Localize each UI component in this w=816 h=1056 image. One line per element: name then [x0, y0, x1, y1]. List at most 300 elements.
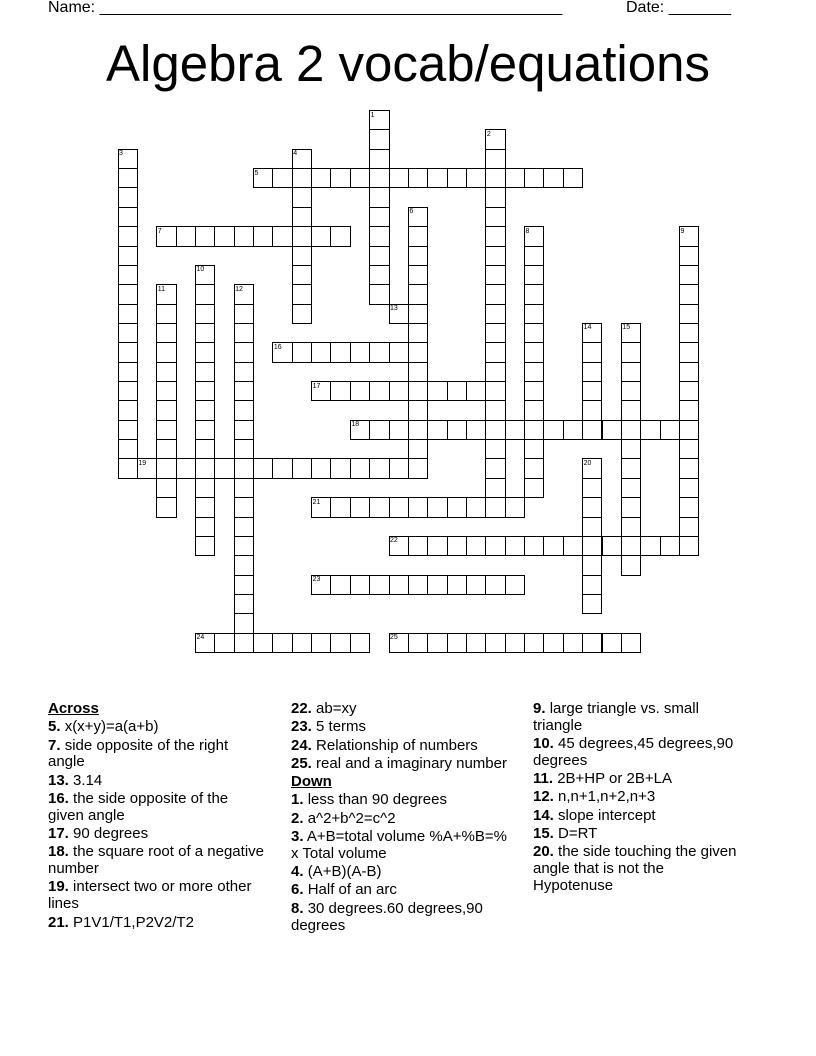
clue-item-number: 13.: [48, 771, 69, 789]
grid-cell[interactable]: [582, 478, 602, 498]
grid-cell[interactable]: [118, 207, 138, 227]
grid-cell[interactable]: [234, 536, 254, 556]
grid-cell[interactable]: [485, 381, 505, 401]
grid-cell[interactable]: [485, 633, 505, 653]
grid-cell[interactable]: [505, 575, 525, 595]
grid-cell[interactable]: [118, 149, 138, 169]
grid-cell[interactable]: [195, 420, 215, 440]
grid-cell[interactable]: [118, 265, 138, 285]
grid-cell[interactable]: [369, 284, 389, 304]
grid-cell[interactable]: [118, 400, 138, 420]
grid-cell[interactable]: [369, 575, 389, 595]
grid-cell[interactable]: [234, 342, 254, 362]
grid-cell[interactable]: [621, 517, 641, 537]
grid-cell[interactable]: [137, 458, 157, 478]
grid-cell[interactable]: [389, 168, 409, 188]
grid-cell[interactable]: [234, 633, 254, 653]
grid-cell[interactable]: [118, 226, 138, 246]
grid-cell[interactable]: [485, 129, 505, 149]
grid-cell[interactable]: [118, 362, 138, 382]
grid-cell[interactable]: [292, 226, 312, 246]
grid-cell[interactable]: [234, 439, 254, 459]
grid-cell[interactable]: [195, 323, 215, 343]
grid-cell[interactable]: [311, 575, 331, 595]
grid-cell[interactable]: [195, 458, 215, 478]
grid-cell[interactable]: [292, 633, 312, 653]
grid-cell[interactable]: [118, 420, 138, 440]
grid-cell[interactable]: [389, 420, 409, 440]
grid-cell[interactable]: [272, 633, 292, 653]
grid-cell[interactable]: [118, 342, 138, 362]
grid-cell[interactable]: [408, 458, 428, 478]
grid-cell[interactable]: [563, 536, 583, 556]
grid-cell[interactable]: [118, 381, 138, 401]
grid-cell[interactable]: [176, 226, 196, 246]
grid-cell[interactable]: [485, 304, 505, 324]
grid-cell[interactable]: [292, 284, 312, 304]
grid-cell[interactable]: [524, 323, 544, 343]
grid-cell[interactable]: [350, 458, 370, 478]
grid-cell[interactable]: [369, 265, 389, 285]
grid-cell[interactable]: [679, 439, 699, 459]
grid-cell[interactable]: [195, 362, 215, 382]
grid-cell[interactable]: [427, 381, 447, 401]
grid-cell[interactable]: [195, 265, 215, 285]
grid-cell[interactable]: [505, 497, 525, 517]
grid-cell[interactable]: [292, 304, 312, 324]
grid-cell[interactable]: [408, 284, 428, 304]
grid-cell[interactable]: [369, 226, 389, 246]
clue-number: 10: [196, 266, 205, 274]
grid-cell[interactable]: [408, 381, 428, 401]
grid-cell[interactable]: [466, 633, 486, 653]
grid-cell[interactable]: [582, 594, 602, 614]
grid-cell[interactable]: [466, 575, 486, 595]
grid-cell[interactable]: [447, 381, 467, 401]
grid-cell[interactable]: [679, 265, 699, 285]
grid-cell[interactable]: [582, 575, 602, 595]
grid-cell[interactable]: [311, 381, 331, 401]
grid-cell[interactable]: [253, 633, 273, 653]
grid-cell[interactable]: [292, 168, 312, 188]
grid-cell[interactable]: [253, 168, 273, 188]
grid-cell[interactable]: [485, 187, 505, 207]
grid-cell[interactable]: [408, 633, 428, 653]
grid-cell[interactable]: [524, 265, 544, 285]
grid-cell[interactable]: [563, 420, 583, 440]
grid-cell[interactable]: [524, 381, 544, 401]
grid-cell[interactable]: [118, 187, 138, 207]
grid-cell[interactable]: [369, 458, 389, 478]
grid-cell[interactable]: [485, 478, 505, 498]
grid-cell[interactable]: [485, 439, 505, 459]
grid-cell[interactable]: [621, 633, 641, 653]
grid-cell[interactable]: [311, 458, 331, 478]
grid-cell[interactable]: [408, 226, 428, 246]
grid-cell[interactable]: [272, 168, 292, 188]
grid-cell[interactable]: [485, 575, 505, 595]
grid-cell[interactable]: [582, 497, 602, 517]
grid-cell[interactable]: [156, 497, 176, 517]
grid-cell[interactable]: [524, 284, 544, 304]
grid-cell[interactable]: [156, 381, 176, 401]
grid-cell[interactable]: [253, 226, 273, 246]
grid-cell[interactable]: [621, 323, 641, 343]
grid-cell[interactable]: [582, 323, 602, 343]
grid-cell[interactable]: [582, 342, 602, 362]
grid-cell[interactable]: [389, 458, 409, 478]
grid-cell[interactable]: [234, 458, 254, 478]
grid-cell[interactable]: [679, 323, 699, 343]
grid-cell[interactable]: [679, 246, 699, 266]
grid-cell[interactable]: [330, 381, 350, 401]
grid-cell[interactable]: [524, 226, 544, 246]
grid-cell[interactable]: [156, 458, 176, 478]
grid-cell[interactable]: [311, 226, 331, 246]
grid-cell[interactable]: [524, 362, 544, 382]
grid-cell[interactable]: [602, 633, 622, 653]
grid-cell[interactable]: [427, 420, 447, 440]
grid-cell[interactable]: [485, 284, 505, 304]
grid-cell[interactable]: [369, 149, 389, 169]
grid-cell[interactable]: [602, 420, 622, 440]
grid-cell[interactable]: [485, 226, 505, 246]
grid-cell[interactable]: [524, 633, 544, 653]
grid-cell[interactable]: [621, 439, 641, 459]
grid-cell[interactable]: [330, 497, 350, 517]
grid-cell[interactable]: [408, 497, 428, 517]
grid-cell[interactable]: [427, 497, 447, 517]
grid-cell[interactable]: [330, 342, 350, 362]
grid-cell[interactable]: [118, 246, 138, 266]
grid-cell[interactable]: [234, 362, 254, 382]
grid-cell[interactable]: [505, 420, 525, 440]
grid-cell[interactable]: [408, 362, 428, 382]
grid-cell[interactable]: [485, 246, 505, 266]
grid-cell[interactable]: [118, 439, 138, 459]
grid-cell[interactable]: [118, 304, 138, 324]
grid-cell[interactable]: [543, 420, 563, 440]
grid-cell[interactable]: [408, 265, 428, 285]
grid-cell[interactable]: [447, 575, 467, 595]
grid-cell[interactable]: [234, 420, 254, 440]
grid-cell[interactable]: [524, 439, 544, 459]
grid-cell[interactable]: [234, 284, 254, 304]
grid-cell[interactable]: [389, 633, 409, 653]
grid-cell[interactable]: [156, 439, 176, 459]
grid-cell[interactable]: [408, 575, 428, 595]
grid-cell[interactable]: [369, 129, 389, 149]
grid-cell[interactable]: [156, 362, 176, 382]
grid-cell[interactable]: [214, 226, 234, 246]
grid-cell[interactable]: [408, 246, 428, 266]
grid-cell[interactable]: [660, 420, 680, 440]
grid-cell[interactable]: [311, 342, 331, 362]
grid-cell[interactable]: [427, 575, 447, 595]
grid-cell[interactable]: [234, 613, 254, 633]
grid-cell[interactable]: [524, 168, 544, 188]
grid-cell[interactable]: [234, 575, 254, 595]
grid-cell[interactable]: [543, 168, 563, 188]
grid-cell[interactable]: [563, 168, 583, 188]
grid-cell[interactable]: [563, 633, 583, 653]
grid-cell[interactable]: [292, 458, 312, 478]
grid-cell[interactable]: [466, 381, 486, 401]
grid-cell[interactable]: [621, 497, 641, 517]
grid-cell[interactable]: [292, 187, 312, 207]
grid-cell[interactable]: [485, 362, 505, 382]
grid-cell[interactable]: [195, 400, 215, 420]
grid-cell[interactable]: [292, 246, 312, 266]
grid-cell[interactable]: [118, 168, 138, 188]
grid-cell[interactable]: [408, 420, 428, 440]
grid-cell[interactable]: [408, 342, 428, 362]
grid-cell[interactable]: [427, 633, 447, 653]
grid-cell[interactable]: [408, 536, 428, 556]
grid-cell[interactable]: [311, 633, 331, 653]
grid-cell[interactable]: [156, 284, 176, 304]
grid-cell[interactable]: [272, 342, 292, 362]
grid-cell[interactable]: [330, 575, 350, 595]
grid-cell[interactable]: [234, 226, 254, 246]
grid-cell[interactable]: [156, 226, 176, 246]
grid-cell[interactable]: [389, 381, 409, 401]
grid-cell[interactable]: [466, 497, 486, 517]
grid-cell[interactable]: [582, 381, 602, 401]
grid-cell[interactable]: [408, 323, 428, 343]
grid-cell[interactable]: [621, 381, 641, 401]
grid-cell[interactable]: [330, 226, 350, 246]
grid-cell[interactable]: [156, 420, 176, 440]
grid-cell[interactable]: [679, 342, 699, 362]
grid-cell[interactable]: [350, 342, 370, 362]
grid-cell[interactable]: [369, 497, 389, 517]
grid-cell[interactable]: [195, 497, 215, 517]
grid-cell[interactable]: [524, 400, 544, 420]
date-label: Date:: [626, 0, 665, 16]
grid-cell[interactable]: [214, 633, 234, 653]
grid-cell[interactable]: [621, 478, 641, 498]
grid-cell[interactable]: [311, 497, 331, 517]
grid-cell[interactable]: [369, 187, 389, 207]
grid-cell[interactable]: [505, 633, 525, 653]
grid-cell[interactable]: [156, 342, 176, 362]
grid-cell[interactable]: [195, 517, 215, 537]
grid-cell[interactable]: [679, 536, 699, 556]
grid-cell[interactable]: [505, 536, 525, 556]
grid-cell[interactable]: [234, 323, 254, 343]
grid-cell[interactable]: [485, 497, 505, 517]
grid-cell[interactable]: [408, 304, 428, 324]
clue-item-number: 20.: [533, 843, 554, 861]
grid-cell[interactable]: [156, 478, 176, 498]
grid-cell[interactable]: [679, 517, 699, 537]
grid-cell[interactable]: [427, 536, 447, 556]
grid-cell[interactable]: [350, 575, 370, 595]
grid-cell[interactable]: [369, 246, 389, 266]
grid-cell[interactable]: [524, 246, 544, 266]
grid-cell[interactable]: [195, 226, 215, 246]
grid-cell[interactable]: [447, 497, 467, 517]
grid-cell[interactable]: [292, 265, 312, 285]
grid-cell[interactable]: [485, 458, 505, 478]
grid-cell[interactable]: [234, 478, 254, 498]
grid-cell[interactable]: [485, 420, 505, 440]
grid-cell[interactable]: [272, 226, 292, 246]
grid-cell[interactable]: [234, 400, 254, 420]
grid-cell[interactable]: [195, 342, 215, 362]
grid-cell[interactable]: [195, 633, 215, 653]
grid-cell[interactable]: [447, 420, 467, 440]
grid-cell[interactable]: [621, 555, 641, 575]
grid-cell[interactable]: [543, 536, 563, 556]
grid-cell[interactable]: [447, 168, 467, 188]
grid-cell[interactable]: [408, 207, 428, 227]
grid-cell[interactable]: [118, 284, 138, 304]
grid-cell[interactable]: [195, 478, 215, 498]
clue-number: 8: [525, 227, 530, 235]
grid-cell[interactable]: [408, 168, 428, 188]
grid-cell[interactable]: [660, 536, 680, 556]
grid-cell[interactable]: [195, 439, 215, 459]
grid-cell[interactable]: [485, 342, 505, 362]
grid-cell[interactable]: [408, 400, 428, 420]
grid-cell[interactable]: [524, 478, 544, 498]
grid-cell[interactable]: [485, 207, 505, 227]
grid-cell[interactable]: [485, 149, 505, 169]
grid-cell[interactable]: [679, 304, 699, 324]
grid-cell[interactable]: [234, 555, 254, 575]
grid-cell[interactable]: [350, 381, 370, 401]
grid-cell[interactable]: [485, 536, 505, 556]
grid-cell[interactable]: [582, 536, 602, 556]
grid-cell[interactable]: [195, 381, 215, 401]
grid-cell[interactable]: [118, 458, 138, 478]
grid-cell[interactable]: [330, 458, 350, 478]
grid-cell[interactable]: [543, 633, 563, 653]
grid-cell[interactable]: [485, 323, 505, 343]
grid-cell[interactable]: [292, 342, 312, 362]
grid-cell[interactable]: [369, 342, 389, 362]
grid-cell[interactable]: [679, 420, 699, 440]
grid-cell[interactable]: [679, 400, 699, 420]
grid-cell[interactable]: [621, 536, 641, 556]
grid-cell[interactable]: [156, 304, 176, 324]
grid-cell[interactable]: [582, 555, 602, 575]
grid-cell[interactable]: [621, 400, 641, 420]
grid-cell[interactable]: [485, 168, 505, 188]
grid-cell[interactable]: [176, 458, 196, 478]
grid-cell[interactable]: [330, 168, 350, 188]
grid-cell[interactable]: [505, 168, 525, 188]
grid-cell[interactable]: [118, 323, 138, 343]
grid-cell[interactable]: [621, 342, 641, 362]
grid-cell[interactable]: [582, 517, 602, 537]
grid-cell[interactable]: [156, 323, 176, 343]
grid-cell[interactable]: [466, 168, 486, 188]
grid-cell[interactable]: [311, 168, 331, 188]
grid-cell[interactable]: [389, 575, 409, 595]
grid-cell[interactable]: [679, 226, 699, 246]
grid-cell[interactable]: [214, 458, 234, 478]
grid-cell[interactable]: [679, 284, 699, 304]
grid-cell[interactable]: [621, 362, 641, 382]
grid-cell[interactable]: [234, 517, 254, 537]
grid-cell[interactable]: [350, 420, 370, 440]
grid-cell[interactable]: [292, 149, 312, 169]
grid-cell[interactable]: [679, 497, 699, 517]
grid-cell[interactable]: [389, 342, 409, 362]
grid-cell[interactable]: [582, 420, 602, 440]
grid-cell[interactable]: [621, 458, 641, 478]
clue-item: [48, 791, 268, 825]
grid-cell[interactable]: [234, 304, 254, 324]
grid-cell[interactable]: [272, 458, 292, 478]
grid-cell[interactable]: [485, 400, 505, 420]
grid-cell[interactable]: [466, 420, 486, 440]
grid-cell[interactable]: [602, 536, 622, 556]
grid-cell[interactable]: [234, 381, 254, 401]
grid-cell[interactable]: [679, 458, 699, 478]
grid-cell[interactable]: [524, 342, 544, 362]
grid-cell[interactable]: [389, 536, 409, 556]
grid-cell[interactable]: [679, 478, 699, 498]
grid-cell[interactable]: [447, 536, 467, 556]
grid-cell[interactable]: [582, 400, 602, 420]
grid-cell[interactable]: [369, 110, 389, 130]
grid-cell[interactable]: [350, 633, 370, 653]
grid-cell[interactable]: [234, 594, 254, 614]
grid-cell[interactable]: [389, 304, 409, 324]
grid-cell[interactable]: [485, 265, 505, 285]
clue-number: 24: [196, 634, 205, 642]
grid-cell[interactable]: [427, 168, 447, 188]
grid-cell[interactable]: [195, 304, 215, 324]
grid-cell[interactable]: [524, 536, 544, 556]
grid-cell[interactable]: [369, 168, 389, 188]
grid-cell[interactable]: [156, 400, 176, 420]
grid-cell[interactable]: [389, 497, 409, 517]
grid-cell[interactable]: [369, 381, 389, 401]
clue-item-text: a^2+b^2=c^2: [307, 809, 396, 827]
grid-cell[interactable]: [447, 633, 467, 653]
grid-cell[interactable]: [369, 420, 389, 440]
grid-cell[interactable]: [350, 168, 370, 188]
grid-cell[interactable]: [640, 536, 660, 556]
grid-cell[interactable]: [524, 458, 544, 478]
grid-cell[interactable]: [679, 362, 699, 382]
grid-cell[interactable]: [234, 497, 254, 517]
grid-cell[interactable]: [524, 420, 544, 440]
name-line: ____________________________________________________: [99, 0, 563, 16]
grid-cell[interactable]: [466, 536, 486, 556]
grid-cell[interactable]: [195, 536, 215, 556]
grid-cell[interactable]: [369, 207, 389, 227]
grid-cell[interactable]: [679, 381, 699, 401]
grid-cell[interactable]: [621, 420, 641, 440]
grid-cell[interactable]: [292, 207, 312, 227]
grid-cell[interactable]: [524, 304, 544, 324]
grid-cell[interactable]: [640, 420, 660, 440]
grid-cell[interactable]: [195, 284, 215, 304]
grid-cell[interactable]: [350, 497, 370, 517]
grid-cell[interactable]: [253, 458, 273, 478]
grid-cell[interactable]: [582, 633, 602, 653]
grid-cell[interactable]: [330, 633, 350, 653]
grid-cell[interactable]: [408, 439, 428, 459]
grid-cell[interactable]: [582, 362, 602, 382]
grid-cell[interactable]: [582, 458, 602, 478]
